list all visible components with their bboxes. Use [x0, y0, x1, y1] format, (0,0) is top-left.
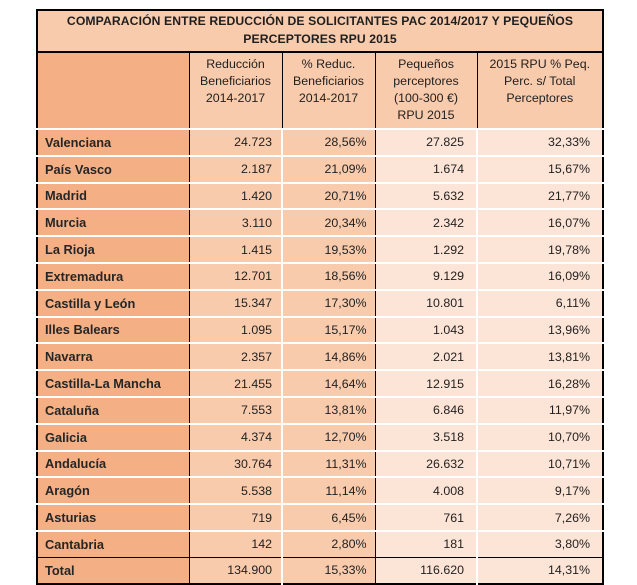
pct-peq-perc-total-cell: 13,81%	[477, 343, 603, 370]
pequenos-perceptores-cell: 1.674	[375, 156, 477, 183]
corner-header-cell	[37, 52, 189, 129]
pequenos-perceptores-cell: 2.342	[375, 209, 477, 236]
table-row	[37, 317, 603, 344]
region-name-cell: Aragón	[37, 477, 189, 504]
region-name-cell: Cantabria	[37, 531, 189, 557]
pct-peq-perc-total-cell: 16,09%	[477, 263, 603, 290]
pct-reduccion-beneficiarios-cell: 20,71%	[282, 183, 375, 210]
pct-reduccion-beneficiarios-cell: 17,30%	[282, 290, 375, 317]
pequenos-perceptores-cell: 10.801	[375, 290, 477, 317]
pct-reduccion-beneficiarios-cell: 20,34%	[282, 209, 375, 236]
pequenos-perceptores-cell: 1.292	[375, 236, 477, 263]
reduccion-beneficiarios-cell: 2.357	[189, 343, 282, 370]
pct-peq-perc-total-cell: 19,78%	[477, 236, 603, 263]
table-row	[37, 209, 603, 236]
pct-reduccion-beneficiarios-cell: 11,31%	[282, 451, 375, 478]
region-name-cell: La Rioja	[37, 236, 189, 263]
pct-reduccion-beneficiarios-cell: 19,53%	[282, 236, 375, 263]
pct-peq-perc-total-cell: 13,96%	[477, 317, 603, 344]
pct-peq-perc-total-cell: 16,07%	[477, 209, 603, 236]
pequenos-perceptores-cell: 26.632	[375, 451, 477, 478]
pct-peq-perc-total-cell: 21,77%	[477, 183, 603, 210]
pct-reduccion-beneficiarios-cell: 28,56%	[282, 129, 375, 156]
reduccion-beneficiarios-cell: 4.374	[189, 424, 282, 451]
pct-peq-perc-total-cell: 16,28%	[477, 370, 603, 397]
comparison-table	[36, 9, 604, 585]
reduccion-beneficiarios-cell: 5.538	[189, 477, 282, 504]
header-reduccion-beneficiarios: Reducción Beneficiarios 2014-2017	[189, 52, 282, 129]
region-name-cell: Cataluña	[37, 397, 189, 424]
pct-peq-perc-total-cell: 15,67%	[477, 156, 603, 183]
pct-reduccion-beneficiarios-cell: 14,64%	[282, 370, 375, 397]
table-row	[37, 290, 603, 317]
reduccion-beneficiarios-cell: 2.187	[189, 156, 282, 183]
pct-peq-perc-total-cell: 10,71%	[477, 451, 603, 478]
table-row	[37, 397, 603, 424]
table-row	[37, 343, 603, 370]
pequenos-perceptores-cell: 3.518	[375, 424, 477, 451]
pequenos-perceptores-cell: 1.043	[375, 317, 477, 344]
table-row	[37, 183, 603, 210]
pct-reduccion-beneficiarios-cell: 13,81%	[282, 397, 375, 424]
pct-peq-perc-total-cell: 7,26%	[477, 504, 603, 531]
region-name-cell: Castilla-La Mancha	[37, 370, 189, 397]
table-header	[37, 10, 603, 129]
pequenos-perceptores-cell: 761	[375, 504, 477, 531]
pct-peq-perc-total-cell: 9,17%	[477, 477, 603, 504]
pct-peq-perc-total-cell: 11,97%	[477, 397, 603, 424]
table-title	[37, 10, 603, 52]
pct-reduccion-beneficiarios-cell: 2,80%	[282, 531, 375, 557]
table-row	[37, 129, 603, 156]
reduccion-beneficiarios-cell: 1.415	[189, 236, 282, 263]
reduccion-beneficiarios-cell: 24.723	[189, 129, 282, 156]
region-name-cell: Valenciana	[37, 129, 189, 156]
reduccion-beneficiarios-cell: 719	[189, 504, 282, 531]
total-row	[37, 557, 603, 583]
pequenos-perceptores-cell: 6.846	[375, 397, 477, 424]
pct-reduccion-beneficiarios-cell: 18,56%	[282, 263, 375, 290]
pct-peq-perc-total-cell: 3,80%	[477, 531, 603, 557]
region-name-cell: País Vasco	[37, 156, 189, 183]
table-row	[37, 477, 603, 504]
reduccion-beneficiarios-cell: 1.095	[189, 317, 282, 344]
pct-reduccion-beneficiarios-cell: 15,17%	[282, 317, 375, 344]
table-row	[37, 370, 603, 397]
table-body	[37, 129, 603, 584]
table-row	[37, 531, 603, 557]
pequenos-perceptores-cell: 2.021	[375, 343, 477, 370]
reduccion-beneficiarios-cell: 30.764	[189, 451, 282, 478]
pequenos-perceptores-cell: 9.129	[375, 263, 477, 290]
table-row	[37, 424, 603, 451]
reduccion-beneficiarios-cell: 3.110	[189, 209, 282, 236]
reduccion-beneficiarios-cell: 142	[189, 531, 282, 557]
pct-peq-perc-total-cell: 32,33%	[477, 129, 603, 156]
region-name-cell: Asturias	[37, 504, 189, 531]
pct-reduccion-beneficiarios-cell: 6,45%	[282, 504, 375, 531]
reduccion-beneficiarios-cell: 12.701	[189, 263, 282, 290]
reduccion-beneficiarios-cell: 15.347	[189, 290, 282, 317]
total-reduccion-beneficiarios-cell: 134.900	[189, 557, 282, 583]
region-name-cell: Navarra	[37, 343, 189, 370]
column-header-row	[37, 52, 603, 129]
pct-peq-perc-total-cell: 10,70%	[477, 424, 603, 451]
table-row	[37, 504, 603, 531]
table-row	[37, 451, 603, 478]
pct-reduccion-beneficiarios-cell: 14,86%	[282, 343, 375, 370]
reduccion-beneficiarios-cell: 21.455	[189, 370, 282, 397]
header-pct-peq-perc-total: 2015 RPU % Peq. Perc. s/ Total Perceptores	[477, 52, 603, 129]
table-row	[37, 156, 603, 183]
pequenos-perceptores-cell: 12.915	[375, 370, 477, 397]
pequenos-perceptores-cell: 4.008	[375, 477, 477, 504]
region-name-cell: Castilla y León	[37, 290, 189, 317]
header-pct-reduccion-beneficiarios: % Reduc. Beneficiarios 2014-2017	[282, 52, 375, 129]
pct-peq-perc-total-cell: 6,11%	[477, 290, 603, 317]
pct-reduccion-beneficiarios-cell: 11,14%	[282, 477, 375, 504]
pequenos-perceptores-cell: 27.825	[375, 129, 477, 156]
pequenos-perceptores-cell: 5.632	[375, 183, 477, 210]
region-name-cell: Murcia	[37, 209, 189, 236]
table-row	[37, 236, 603, 263]
table-title-text: COMPARACIÓN ENTRE REDUCCIÓN DE SOLICITANTES PAC 2014/2017 Y PEQUEÑOS PERCEPTORES RPU 2015	[66, 14, 574, 46]
region-name-cell: Andalucía	[37, 451, 189, 478]
total-pequenos-perceptores-cell: 116.620	[375, 557, 477, 583]
title-row	[37, 10, 603, 52]
region-name-cell: Galicia	[37, 424, 189, 451]
pequenos-perceptores-cell: 181	[375, 531, 477, 557]
region-name-cell: Extremadura	[37, 263, 189, 290]
reduccion-beneficiarios-cell: 7.553	[189, 397, 282, 424]
total-pct-peq-perc-cell: 14,31%	[477, 557, 603, 583]
total-pct-reduccion-cell: 15,33%	[282, 557, 375, 583]
total-label-cell: Total	[37, 557, 189, 583]
pct-reduccion-beneficiarios-cell: 21,09%	[282, 156, 375, 183]
header-pequenos-perceptores: Pequeños perceptores (100-300 €) RPU 2015	[375, 52, 477, 129]
region-name-cell: Madrid	[37, 183, 189, 210]
reduccion-beneficiarios-cell: 1.420	[189, 183, 282, 210]
pct-reduccion-beneficiarios-cell: 12,70%	[282, 424, 375, 451]
region-name-cell: Illes Balears	[37, 317, 189, 344]
table-row	[37, 263, 603, 290]
